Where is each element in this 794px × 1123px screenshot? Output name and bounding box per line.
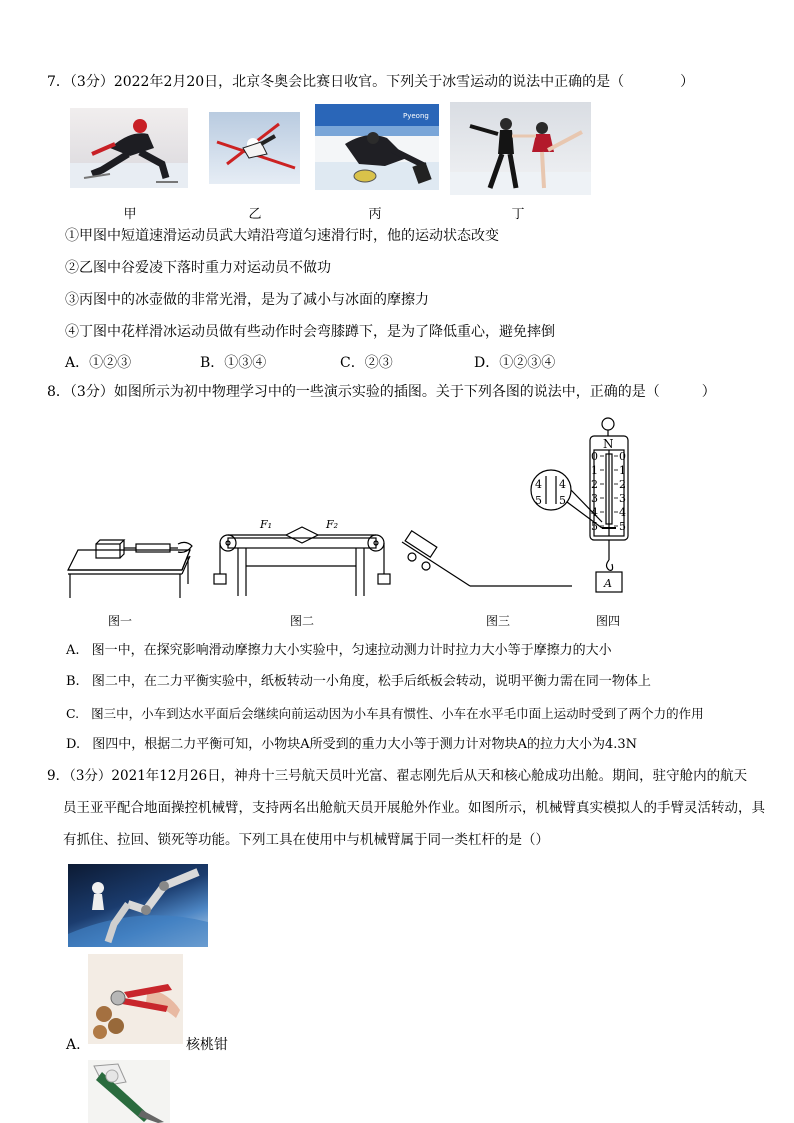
figure-label-3: 图三	[486, 614, 511, 628]
q7-stem: 7．（3分）2022年2月20日，北京冬奥会比赛日收官。下列关于冰雪运动的说法中正确的是（ ）	[47, 74, 695, 90]
photo-walnut-cracker	[88, 954, 183, 1044]
photo-freestyle-skier	[209, 112, 300, 184]
scale-left-tick-5: 5	[591, 520, 598, 533]
caption-jia: 甲	[123, 207, 137, 222]
q8-choice-c[interactable]	[66, 705, 704, 723]
photo-robotic-arm	[68, 864, 208, 947]
scale-unit-label: N	[603, 437, 614, 451]
q8-choice-c-letter: C.	[66, 706, 80, 721]
scale-left-tick-0: 0	[591, 450, 598, 463]
q7-option-c[interactable]: C．②③	[340, 355, 393, 371]
zoom-tick-4-right: 4	[559, 478, 566, 491]
scale-right-tick-2: 2	[619, 478, 626, 491]
photo-figure-skating-pair	[450, 102, 591, 195]
photo-curling-athlete	[315, 104, 439, 190]
caption-yi: 乙	[248, 207, 262, 222]
q8-choice-b-text: 图二中，在二力平衡实验中，纸板转动一小角度，松手后纸板会转动，说明平衡力需在同一物体上	[91, 674, 651, 689]
q8-choice-d-text: 图四中，根据二力平衡可知，小物块A所受到的重力大小等于测力计对物块A的拉力大小为4.3N	[92, 737, 638, 752]
force-label-f2: F₂	[326, 518, 339, 531]
figure-3-ramp-cart	[402, 531, 572, 586]
scale-right-tick-3: 3	[619, 492, 626, 505]
q8-choice-a-text: 图一中，在探究影响滑动摩擦力大小实验中，匀速拉动测力计时拉力大小等于摩擦力的大小	[91, 643, 612, 658]
photo-tool-partial	[88, 1060, 170, 1123]
q8-choice-b[interactable]	[66, 673, 651, 691]
zoom-tick-5-right: 5	[559, 494, 566, 507]
q7-option-b[interactable]: B．①③④	[200, 355, 267, 371]
svg-text:Pyeong: Pyeong	[403, 112, 429, 120]
q9-stem-line-1: 9．（3分）2021年12月26日，神舟十三号航天员叶光富、翟志刚先后从天和核心舱成功出舱。期间，驻守舱内的航天	[47, 768, 748, 784]
q9-stem-line-2: 员王亚平配合地面操控机械臂，支持两名出舱航天员开展舱外作业。如图所示，机械臂真实模拟人的手臂灵活转动，具	[63, 800, 765, 816]
figure-label-4: 图四	[596, 614, 621, 628]
scale-right-tick-0: 0	[619, 450, 626, 463]
figure-label-2: 图二	[290, 614, 315, 628]
q7-option-d[interactable]: D．①②③④	[474, 355, 556, 371]
q8-choice-d[interactable]	[66, 736, 637, 754]
photo-short-track-skater	[70, 108, 188, 188]
block-a-label: A	[604, 577, 612, 590]
scale-right-tick-5: 5	[619, 520, 626, 533]
zoom-tick-4-left: 4	[535, 478, 542, 491]
q8-choice-a-letter: A.	[66, 643, 80, 658]
force-label-f1: F₁	[260, 518, 273, 531]
q9-stem-line-3: 有抓住、拉回、锁死等功能。下列工具在使用中与机械臂属于同一类杠杆的是（）	[63, 832, 549, 848]
q7-option-a[interactable]: A．①②③	[65, 355, 132, 371]
q9-option-a-letter[interactable]: A.	[66, 1037, 81, 1053]
q7-statement-3: ③丙图中的冰壶做的非常光滑，是为了减小与冰面的摩擦力	[65, 292, 429, 308]
q8-choice-d-letter: D.	[66, 737, 81, 752]
scale-left-tick-1: 1	[591, 464, 598, 477]
q9-option-a-text: 核桃钳	[186, 1037, 228, 1053]
figure-label-1: 图一	[108, 614, 133, 628]
figure-2-balance-setup	[214, 527, 390, 596]
scale-left-tick-3: 3	[591, 492, 598, 505]
scale-left-tick-2: 2	[591, 478, 598, 491]
caption-bing: 丙	[368, 207, 382, 222]
scale-right-tick-4: 4	[619, 506, 626, 519]
q8-choice-b-letter: B.	[66, 674, 80, 689]
figure-1-friction-setup	[68, 540, 192, 598]
q8-experiment-diagram	[60, 410, 660, 632]
q7-statement-4: ④丁图中花样滑冰运动员做有些动作时会弯膝蹲下，是为了降低重心，避免摔倒	[65, 324, 555, 340]
q7-statement-1: ①甲图中短道速滑运动员武大靖沿弯道匀速滑行时，他的运动状态改变	[65, 228, 499, 244]
zoom-tick-5-left: 5	[535, 494, 542, 507]
q8-choice-c-text: 图三中，小车到达水平面后会继续向前运动因为小车具有惯性、小车在水平毛巾面上运动时受到了两个力的作用	[91, 706, 704, 721]
q8-stem: 8．（3分）如图所示为初中物理学习中的一些演示实验的插图。关于下列各图的说法中，正确的是（ ）	[47, 384, 716, 400]
scale-right-tick-1: 1	[619, 464, 626, 477]
caption-ding: 丁	[511, 207, 525, 222]
scale-left-tick-4: 4	[591, 506, 598, 519]
q7-statement-2: ②乙图中谷爱凌下落时重力对运动员不做功	[65, 260, 331, 276]
q8-choice-a[interactable]	[66, 642, 612, 660]
